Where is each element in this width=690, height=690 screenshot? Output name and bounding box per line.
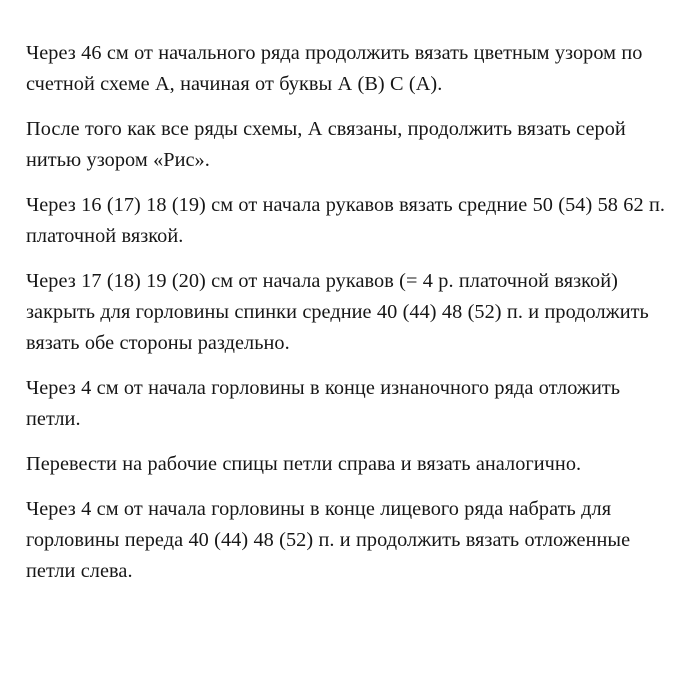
- instruction-paragraph: Через 4 см от начала горловины в конце изнаночного ряда отложить петли.: [26, 377, 621, 430]
- instruction-paragraph: Перевести на рабочие спицы петли справа и вязать аналогично.: [26, 453, 582, 475]
- instruction-paragraph: После того как все ряды схемы, А связаны, продолжить вязать серой нитью узором «Рис».: [26, 118, 626, 171]
- instruction-paragraph: Через 4 см от начала горловины в конце лицевого ряда набрать для горловины переда 40 (44) 48 (52) п. и продолжить вязать отложенные петли слева.: [26, 498, 631, 582]
- instruction-paragraph: Через 46 см от начального ряда продолжить вязать цветным узором по счетной схеме А, начиная от буквы А (В) С (А).: [26, 42, 643, 95]
- instruction-paragraph: Через 16 (17) 18 (19) см от начала рукавов вязать средние 50 (54) 58 62 п. платочной вязкой.: [26, 194, 666, 247]
- instruction-paragraph: Через 17 (18) 19 (20) см от начала рукавов (= 4 р. платочной вязкой) закрыть для горловины спинки средние 40 (44) 48 (52) п. и продолжить вязать обе стороны раздельно.: [26, 270, 649, 354]
